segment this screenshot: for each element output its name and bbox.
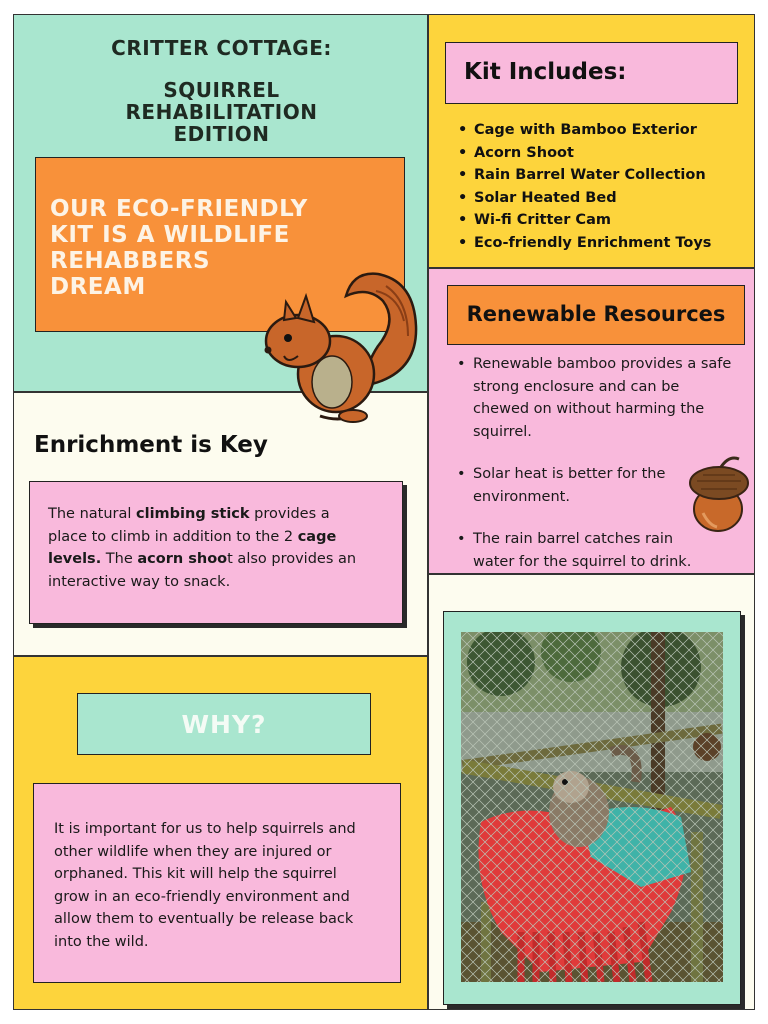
flyer (13, 14, 755, 1010)
renewable-item: • Solar heat is better for the environment. (473, 463, 688, 508)
enrichment-text: The natural climbing stick provides a place to climb in addition to the 2 cage levels. The acorn shoot also provides an interactive way to snack. (48, 506, 357, 590)
promo-text: OUR ECO-FRIENDLY KIT IS A WILDLIFE REHABBERS DREAM (50, 196, 308, 300)
why-title: WHY? (181, 710, 267, 739)
renewable-panel (428, 268, 755, 574)
enrichment-panel (13, 392, 428, 656)
kit-item: • Rain Barrel Water Collection (474, 164, 711, 187)
title-line-3: REHABILITATION (125, 100, 318, 124)
kit-item: • Eco-friendly Enrichment Toys (474, 232, 711, 255)
kit-list (474, 119, 711, 254)
enrichment-box (29, 481, 403, 624)
why-body: It is important for us to help squirrels and other wildlife when they are injured or orphaned. This kit will help the squirrel grow in an eco-friendly environment and allow them to eventually be release back into the wild. (54, 821, 356, 950)
kit-title: Kit Includes: (464, 59, 627, 85)
photo-panel (428, 574, 755, 1010)
title-line-1: CRITTER COTTAGE: (111, 36, 332, 60)
title-line-2: SQUIRREL (163, 78, 280, 102)
acorn-icon (683, 453, 753, 533)
kit-item: • Solar Heated Bed (474, 187, 711, 210)
photo-frame (443, 611, 741, 1005)
kit-item: • Acorn Shoot (474, 142, 711, 165)
squirrel-in-cage-photo (461, 632, 723, 982)
renewable-title-box (447, 285, 745, 345)
page-title (14, 37, 429, 145)
renewable-item: • Renewable bamboo provides a safe strong enclosure and can be chewed on without harming the squirrel. (473, 353, 738, 443)
kit-item: • Wi-fi Critter Cam (474, 209, 711, 232)
kit-panel (428, 14, 755, 268)
squirrel-icon (258, 256, 428, 426)
renewable-title: Renewable Resources (466, 302, 726, 326)
why-panel (13, 656, 428, 1010)
renewable-item: • The rain barrel catches rain water for the squirrel to drink. (473, 528, 713, 573)
title-line-4: EDITION (173, 122, 270, 146)
enrichment-title: Enrichment is Key (34, 432, 268, 458)
kit-title-box (445, 42, 738, 104)
kit-item: • Cage with Bamboo Exterior (474, 119, 711, 142)
why-title-box (77, 693, 371, 755)
why-box (33, 783, 401, 983)
